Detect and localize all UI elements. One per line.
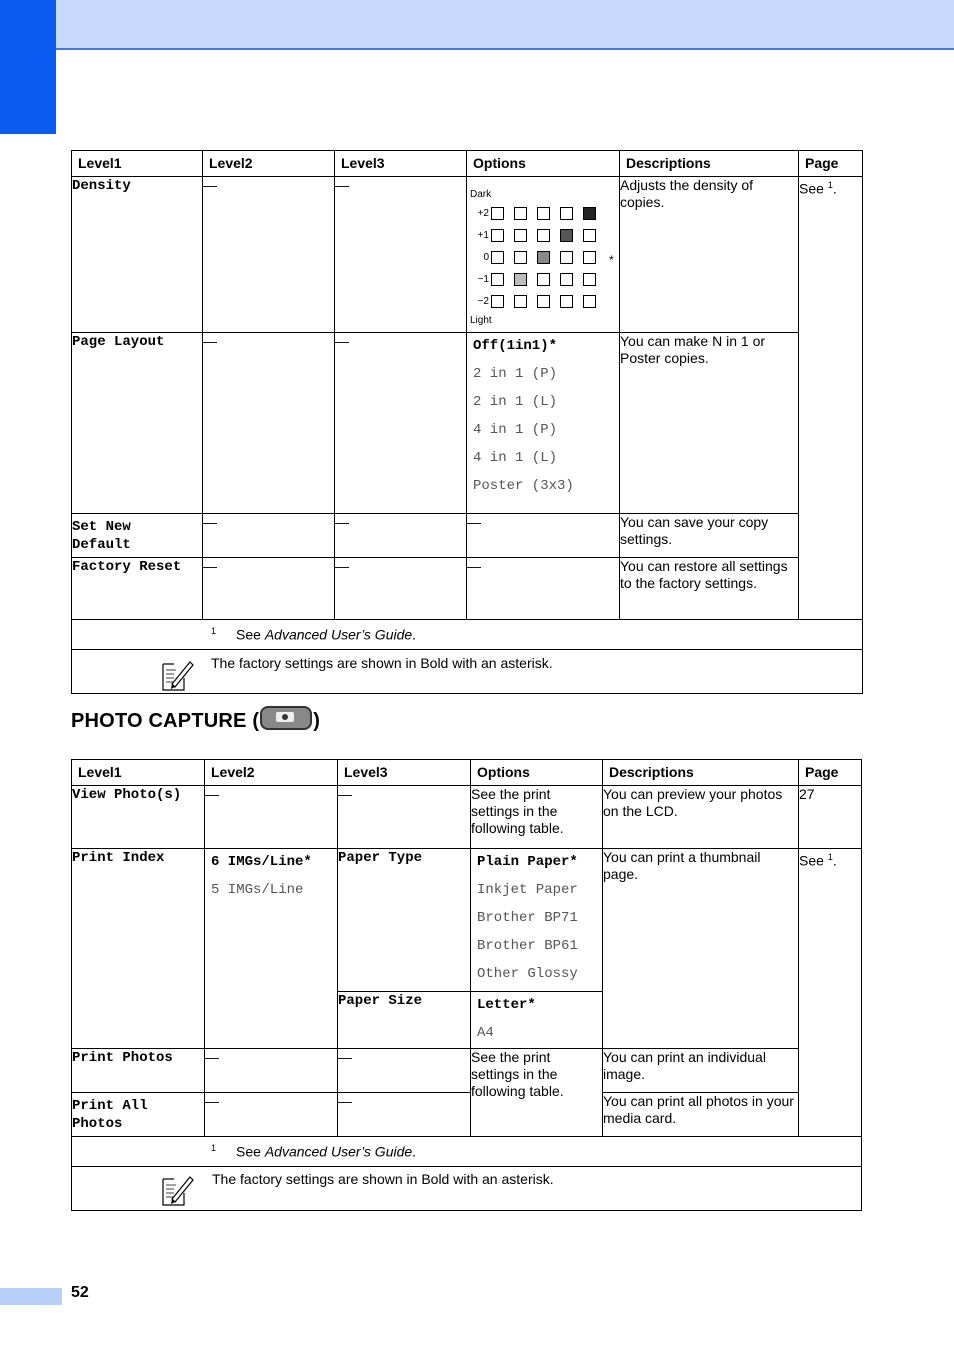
level2-dash: — bbox=[205, 786, 338, 849]
section-title-post: ) bbox=[313, 710, 321, 732]
header-level2: Level2 bbox=[205, 760, 338, 786]
density-square bbox=[514, 229, 527, 242]
density-square bbox=[560, 295, 573, 308]
level3-dash: — bbox=[335, 333, 467, 514]
density-square bbox=[514, 251, 527, 264]
option-item: 4 in 1 (P) bbox=[473, 422, 558, 438]
density-level-label: −1 bbox=[477, 274, 489, 285]
level1-factory-reset: Factory Reset bbox=[72, 558, 203, 620]
table-row bbox=[72, 1049, 862, 1093]
header-descriptions: Descriptions bbox=[603, 760, 799, 786]
print-all-photos-description: You can print all photos in your media card. bbox=[603, 1093, 799, 1137]
level1-print-photos: Print Photos bbox=[72, 1049, 205, 1093]
view-photos-page: 27 bbox=[799, 786, 862, 849]
density-square bbox=[537, 229, 550, 242]
level1-set-new-default bbox=[72, 514, 203, 558]
density-default-marker: * bbox=[609, 253, 614, 267]
footnote-row bbox=[72, 1137, 862, 1167]
level3-dash: — bbox=[338, 1093, 471, 1137]
density-square bbox=[537, 273, 550, 286]
density-options bbox=[467, 177, 620, 333]
level2-dash: — bbox=[203, 514, 335, 558]
density-row bbox=[471, 273, 616, 289]
level1-density: Density bbox=[72, 177, 203, 333]
footnote-post: . bbox=[412, 626, 417, 643]
print-photos-description: You can print an individual image. bbox=[603, 1049, 799, 1093]
set-new-default-description: You can save your copy settings. bbox=[620, 514, 799, 558]
default-marker: * bbox=[527, 997, 536, 1013]
note-pencil-icon bbox=[160, 658, 194, 692]
note-text: The factory settings are shown in Bold with an asterisk. bbox=[211, 655, 553, 671]
level2-dash: — bbox=[205, 1049, 338, 1093]
footnote-pre: See bbox=[236, 626, 265, 643]
header-descriptions: Descriptions bbox=[620, 151, 799, 177]
header-level1: Level1 bbox=[72, 151, 203, 177]
table-header-row bbox=[72, 151, 863, 177]
density-row bbox=[471, 229, 616, 245]
density-row bbox=[471, 207, 616, 223]
option-default bbox=[473, 339, 613, 367]
header-page: Page bbox=[799, 151, 863, 177]
option-item: Brother BP71 bbox=[477, 910, 578, 926]
level3-paper-type: Paper Type bbox=[338, 849, 471, 992]
level3-paper-size: Paper Size bbox=[338, 992, 471, 1049]
table-row bbox=[72, 333, 863, 514]
level2-dash: — bbox=[203, 333, 335, 514]
camera-icon bbox=[260, 706, 312, 730]
header-page: Page bbox=[799, 760, 862, 786]
table-row bbox=[72, 514, 863, 558]
table-row bbox=[72, 786, 862, 849]
option-text: Letter bbox=[477, 997, 528, 1013]
level3-dash: — bbox=[335, 558, 467, 620]
header-level3: Level3 bbox=[338, 760, 471, 786]
level3-dash: — bbox=[335, 514, 467, 558]
density-square bbox=[583, 273, 596, 286]
default-marker: * bbox=[569, 854, 578, 870]
table-row bbox=[72, 177, 863, 333]
options-dash: — bbox=[467, 514, 620, 558]
print-photos-options: See the print settings in the following table. bbox=[471, 1049, 603, 1137]
page-dot: . bbox=[832, 852, 837, 869]
label-line: Photos bbox=[72, 1116, 123, 1132]
page-number-band bbox=[0, 1288, 62, 1305]
default-marker: * bbox=[548, 338, 558, 354]
density-square bbox=[560, 229, 573, 242]
density-square bbox=[583, 229, 596, 242]
option-default bbox=[477, 998, 596, 1026]
option-item: Brother BP61 bbox=[477, 938, 578, 954]
table-row bbox=[72, 1093, 862, 1137]
level3-dash: — bbox=[335, 177, 467, 333]
option-item: 2 in 1 (P) bbox=[473, 366, 558, 382]
level2-dash: — bbox=[203, 558, 335, 620]
footnote-pre: See bbox=[236, 1143, 265, 1160]
density-square bbox=[583, 251, 596, 264]
density-square bbox=[491, 295, 504, 308]
page-sup: 1 bbox=[827, 180, 833, 190]
level1-print-all-photos bbox=[72, 1093, 205, 1137]
header-level3: Level3 bbox=[335, 151, 467, 177]
note-row bbox=[72, 650, 863, 694]
view-photos-options: See the print settings in the following table. bbox=[471, 786, 603, 849]
note-cell bbox=[72, 650, 863, 694]
density-light-label: Light bbox=[470, 315, 492, 326]
option-text: 6 IMGs/Line bbox=[211, 854, 304, 870]
density-square bbox=[583, 295, 596, 308]
density-square bbox=[537, 295, 550, 308]
header-options: Options bbox=[471, 760, 603, 786]
density-square bbox=[514, 295, 527, 308]
page-sup: 1 bbox=[827, 852, 833, 862]
note-pencil-icon bbox=[160, 1173, 194, 1207]
header-band bbox=[56, 0, 954, 50]
density-level-label: 0 bbox=[483, 252, 489, 263]
header-level2: Level2 bbox=[203, 151, 335, 177]
density-square bbox=[583, 207, 596, 220]
page-layout-description: You can make N in 1 or Poster copies. bbox=[620, 333, 799, 514]
page-see: See bbox=[799, 852, 824, 869]
level3-dash: — bbox=[338, 1049, 471, 1093]
density-square bbox=[537, 207, 550, 220]
level3-dash: — bbox=[338, 786, 471, 849]
default-marker: * bbox=[303, 854, 312, 870]
footnote-guide-title: Advanced User’s Guide bbox=[264, 626, 413, 643]
option-item: 2 in 1 (L) bbox=[473, 394, 558, 410]
density-scale bbox=[467, 177, 619, 331]
page-layout-options bbox=[467, 333, 620, 514]
print-index-level2 bbox=[205, 849, 338, 1049]
chapter-tab bbox=[0, 0, 56, 134]
options-dash: — bbox=[467, 558, 620, 620]
section-title-pre: PHOTO CAPTURE ( bbox=[71, 710, 260, 732]
view-photos-description: You can preview your photos on the LCD. bbox=[603, 786, 799, 849]
photo-capture-table bbox=[71, 759, 862, 1211]
page-number: 52 bbox=[71, 1284, 89, 1301]
option-item: A4 bbox=[477, 1025, 494, 1041]
table-header-row bbox=[72, 760, 862, 786]
density-square bbox=[491, 251, 504, 264]
density-square bbox=[560, 251, 573, 264]
header-level1: Level1 bbox=[72, 760, 205, 786]
density-level-label: +1 bbox=[477, 230, 489, 241]
note-cell bbox=[72, 1167, 862, 1211]
footnote-number: 1 bbox=[211, 626, 217, 636]
option-default bbox=[211, 855, 331, 883]
section-title bbox=[71, 706, 320, 733]
page-see: See bbox=[799, 180, 824, 197]
density-description: Adjusts the density of copies. bbox=[620, 177, 799, 333]
density-level-label: +2 bbox=[477, 208, 489, 219]
level1-page-layout: Page Layout bbox=[72, 333, 203, 514]
density-square bbox=[560, 207, 573, 220]
density-row bbox=[471, 295, 616, 311]
option-item: Other Glossy bbox=[477, 966, 578, 982]
density-square bbox=[514, 273, 527, 286]
paper-type-options bbox=[471, 849, 603, 992]
option-item: 4 in 1 (L) bbox=[473, 450, 558, 466]
page-dot: . bbox=[832, 180, 837, 197]
density-square bbox=[514, 207, 527, 220]
density-square bbox=[537, 251, 550, 264]
density-square bbox=[491, 229, 504, 242]
header-options: Options bbox=[467, 151, 620, 177]
density-square bbox=[491, 207, 504, 220]
footnote bbox=[72, 620, 863, 650]
factory-reset-description: You can restore all settings to the factory settings. bbox=[620, 558, 799, 620]
option-item: 5 IMGs/Line bbox=[211, 882, 304, 898]
density-square bbox=[560, 273, 573, 286]
level2-dash: — bbox=[203, 177, 335, 333]
option-text: Plain Paper bbox=[477, 854, 570, 870]
level1-view-photos: View Photo(s) bbox=[72, 786, 205, 849]
footnote-guide-title: Advanced User’s Guide bbox=[264, 1143, 413, 1160]
option-text: Off(1in1) bbox=[473, 338, 549, 354]
paper-size-options bbox=[471, 992, 603, 1049]
table-row bbox=[72, 558, 863, 620]
footnote bbox=[72, 1137, 862, 1167]
footnote-row bbox=[72, 620, 863, 650]
footnote-post: . bbox=[412, 1143, 417, 1160]
print-index-description: You can print a thumbnail page. bbox=[603, 849, 799, 1049]
label-line: Default bbox=[72, 537, 131, 553]
density-square bbox=[491, 273, 504, 286]
level1-print-index: Print Index bbox=[72, 849, 205, 1049]
option-item: Poster (3x3) bbox=[473, 478, 574, 494]
table-row bbox=[72, 849, 862, 992]
footnote-number: 1 bbox=[211, 1143, 217, 1153]
density-page-ref bbox=[799, 177, 863, 620]
note-text: The factory settings are shown in Bold with an asterisk. bbox=[212, 1171, 554, 1187]
density-dark-label: Dark bbox=[470, 189, 492, 200]
print-index-page-ref bbox=[799, 849, 862, 1137]
level2-dash: — bbox=[205, 1093, 338, 1137]
note-row bbox=[72, 1167, 862, 1211]
copy-settings-table bbox=[71, 150, 863, 694]
density-row bbox=[471, 251, 616, 267]
option-default bbox=[477, 855, 596, 883]
label-line: Set New bbox=[72, 519, 131, 535]
label-line: Print All bbox=[72, 1098, 148, 1114]
density-level-label: −2 bbox=[477, 296, 489, 307]
option-item: Inkjet Paper bbox=[477, 882, 578, 898]
